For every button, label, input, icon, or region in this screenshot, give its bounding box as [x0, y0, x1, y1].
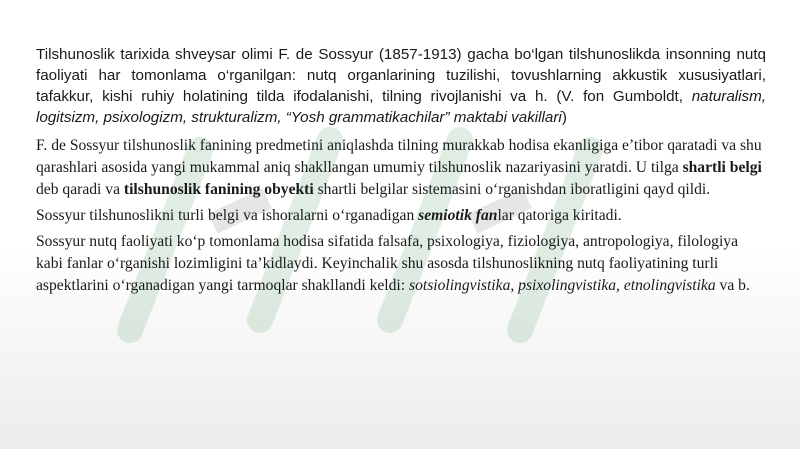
paragraph4-italic-branches: sotsiolingvistika, psixolingvistika, etnolingvistika	[409, 277, 716, 294]
paragraph-history	[36, 44, 766, 128]
slide-body	[36, 44, 766, 301]
paragraph3-text-a: Sossyur tilshunoslikni turli belgi va ishoralarni o‘rganadigan	[36, 207, 419, 224]
paragraph3-text-b: lar qatoriga kiritadi.	[497, 207, 622, 224]
term-shartli-belgi: shartli belgi	[682, 159, 762, 176]
paragraph4-text-b: va b.	[715, 277, 750, 294]
paragraph1-closing: )	[561, 109, 567, 126]
paragraph2-text-b: deb qaradi va	[36, 181, 124, 198]
paragraph-semiotics	[36, 205, 766, 227]
paragraph1-text: Tilshunoslik tarixida shveysar olimi F. de Sossyur (1857-1913) gacha bo‘lgan tilshunoslikda insonning nutq faoliyati har tomonlama o‘rganilgan: nutq organlarining tuzilishi, tovushlarning akkustik xususiyatlari, tafakkur, kishi ruhiy holatining tilda ifodalanishi, tilning rivojlanishi va h. (V. fon Gumboldt,	[36, 46, 766, 105]
paragraph2-text-c: shartli belgilar sistemasini o‘rganishdan iboratligini qayd qildi.	[313, 181, 711, 198]
term-semiotik-fan: semiotik fan	[418, 207, 498, 224]
paragraph-branches	[36, 231, 766, 297]
paragraph2-text-a: F. de Sossyur tilshunoslik fanining predmetini aniqlashda tilning murakkab hodisa ekanligiga e’tibor qaratadi va shu qarashlari asosida yangi mukammal aniq shakllangan umumiy tilshunoslik nazariyasini yaratdi. U tilga	[36, 137, 762, 176]
term-tilshunoslik-obyekti: tilshunoslik fanining obyekti	[123, 181, 314, 198]
paragraph4-text-a: Sossyur nutq faoliyati ko‘p tomonlama hodisa sifatida falsafa, psixologiya, fiziologiya, antropologiya, filologiya kabi fanlar o‘rganishi lozimligini ta’kidlaydi. Keyinchalik shu asosda tilshunoslikning nutq faoliyatining turli aspektlarini o‘rganadigan yangi tarmoqlar shakllandi keldi:	[36, 233, 739, 294]
paragraph1-italic-schools: naturalism, logitsizm, psixologizm, strukturalizm, “Yosh grammatikachilar” maktabi vakillari	[36, 88, 766, 126]
paragraph-saussure-subject	[36, 135, 766, 201]
